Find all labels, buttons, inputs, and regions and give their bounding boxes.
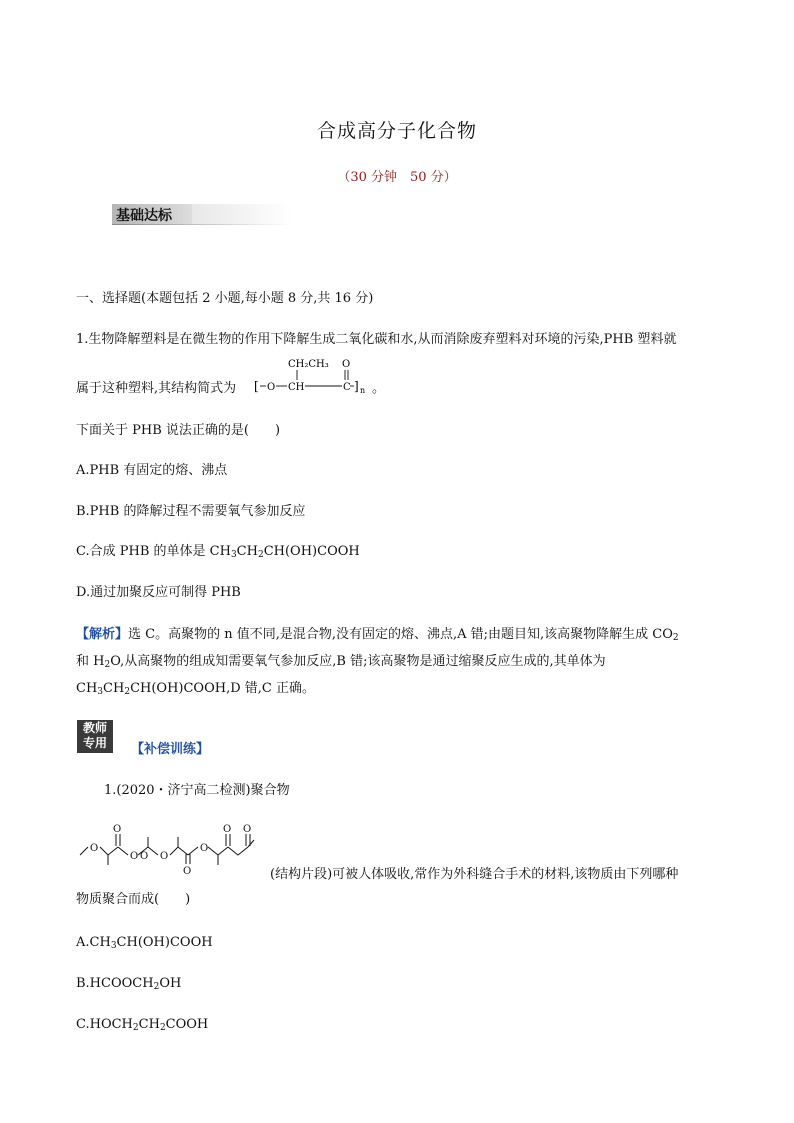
methyl-5 xyxy=(248,840,254,847)
q2-option-c-sub2: 2 xyxy=(159,1023,166,1033)
analysis-line3-sub2: 2 xyxy=(124,687,131,697)
carbonyl-4 xyxy=(246,834,250,846)
analysis-line1-sub: 2 xyxy=(672,633,679,643)
oxygen-9: O xyxy=(243,824,252,835)
formula-top-o: O xyxy=(342,359,351,370)
q2-option-b-b: OH xyxy=(159,976,182,991)
teacher-only-badge xyxy=(77,720,113,753)
page-title: 合成高分子化合物 xyxy=(316,120,477,142)
oxygen-6: O xyxy=(200,843,209,854)
analysis-line3-a: CH xyxy=(76,681,98,696)
q1-option-a[interactable]: A.PHB 有固定的熔、沸点 xyxy=(76,463,228,478)
oxygen-8: O xyxy=(140,851,149,862)
oxygen-1: O xyxy=(90,843,99,854)
carbonyl-1 xyxy=(116,834,120,846)
q1-line1: 1.生物降解塑料是在微生物的作用下降解生成二氧化碳和水,从而消除废弃塑料对环境的污染,PHB 塑料就 xyxy=(76,332,677,347)
q2-option-c-b: CH xyxy=(138,1017,160,1032)
q1-option-c-sub1: 3 xyxy=(230,550,237,560)
backbone-bond-7 xyxy=(228,847,248,855)
q2-option-a[interactable] xyxy=(76,934,213,955)
backbone-bond-4 xyxy=(170,847,188,855)
analysis-line3-c: CH(OH)COOH,D 错,C 正确。 xyxy=(130,681,315,696)
oxygen-7: O xyxy=(223,824,232,835)
carbonyl-2 xyxy=(186,854,190,864)
teacher-badge-line1: 教师 xyxy=(82,721,107,735)
teacher-badge-line2: 专用 xyxy=(82,736,107,750)
formula-bracket-right: ] xyxy=(354,379,359,393)
polymer-skeletal-structure xyxy=(78,820,270,878)
q2-option-c-c: COOH xyxy=(165,1017,209,1032)
analysis-line2-b: O,从高聚物的组成知需要氧气参加反应,B 错;该高聚物是通过缩聚反应生成的,其单体为 xyxy=(110,654,606,669)
q1-option-b[interactable]: B.PHB 的降解过程不需要氧气参加反应 xyxy=(76,504,306,519)
q2-option-a-a: A.CH xyxy=(76,935,111,950)
oxygen-5: O xyxy=(183,866,192,877)
analysis-line1-text: 选 C。高聚物的 n 值不同,是混合物,没有固定的熔、沸点,A 错;由题目知,该高聚物降解生成 CO xyxy=(128,627,673,642)
q2-option-b-a: B.HCOOCH xyxy=(76,976,154,991)
q1-line2-prefix: 属于这种塑料,其结构简式为 xyxy=(76,381,237,396)
analysis-line3-b: CH xyxy=(103,681,125,696)
question-section-header: 一、选择题(本题包括 2 小题,每小题 8 分,共 16 分) xyxy=(76,291,374,306)
formula-ch: CH xyxy=(288,382,305,393)
analysis-line2-sub: 2 xyxy=(104,660,111,670)
analysis-line3-sub1: 3 xyxy=(97,687,104,697)
q2-option-a-sub: 3 xyxy=(110,941,117,951)
q2-option-b-sub: 2 xyxy=(153,982,160,992)
q1-option-c-sub2: 2 xyxy=(257,550,264,560)
analysis-line2-a: 和 H xyxy=(76,654,105,669)
q2-option-c-sub1: 2 xyxy=(132,1023,139,1033)
section-tab-label: 基础达标 xyxy=(116,208,172,224)
q1-option-c[interactable] xyxy=(76,543,360,564)
q1-line2 xyxy=(76,380,236,398)
formula-o: O xyxy=(267,382,276,393)
backbone-bond-1 xyxy=(100,847,118,855)
q2-option-c-a: C.HOCH xyxy=(76,1017,133,1032)
q1-analysis-line2 xyxy=(76,653,606,674)
backbone-bond-start xyxy=(80,847,88,855)
q2-option-b[interactable] xyxy=(76,975,181,996)
q2-header: 1.(2020・济宁高二检测)聚合物 xyxy=(104,783,290,798)
oxygen-3: O xyxy=(130,851,139,862)
backbone-bond-5 xyxy=(188,847,198,855)
formula-bracket-left: [ xyxy=(254,379,259,393)
q1-option-c-prefix: C.合成 PHB 的单体是 CH xyxy=(76,544,231,559)
oxygen-2: O xyxy=(113,824,122,835)
supplementary-training-label: 【补偿训练】 xyxy=(131,742,210,757)
q2-line-after-structure: (结构片段)可被人体吸收,常作为外科缝合手术的材料,该物质由下列哪种 xyxy=(270,867,679,882)
q1-option-c-mid: CH xyxy=(236,544,258,559)
q1-option-d[interactable]: D.通过加聚反应可制得 PHB xyxy=(76,585,241,600)
q2-option-c[interactable] xyxy=(76,1016,208,1037)
formula-c: C xyxy=(343,382,351,393)
q1-line2-suffix: 。 xyxy=(372,381,386,396)
backbone-bond-2 xyxy=(118,847,128,855)
time-score-subtitle: （30 分钟 50 分） xyxy=(337,170,457,185)
section-tab xyxy=(112,204,292,226)
formula-n: n xyxy=(360,386,366,395)
q2-option-a-b: CH(OH)COOH xyxy=(116,935,213,950)
oxygen-4: O xyxy=(160,851,169,862)
q1-analysis-line3 xyxy=(76,680,315,701)
q1-option-c-suffix: CH(OH)COOH xyxy=(263,544,360,559)
q1-stem: 下面关于 PHB 说法正确的是( ) xyxy=(76,423,281,438)
q1-analysis-line1 xyxy=(76,626,679,647)
section-tab-fade xyxy=(192,204,292,224)
backbone-bond-6 xyxy=(208,847,228,855)
formula-top-group: CH₂CH₃ xyxy=(288,359,329,370)
phb-structural-formula xyxy=(254,356,372,400)
q2-line2: 物质聚合而成( ) xyxy=(76,892,191,907)
analysis-label: 【解析】 xyxy=(76,627,129,642)
carbonyl-3 xyxy=(226,834,230,846)
